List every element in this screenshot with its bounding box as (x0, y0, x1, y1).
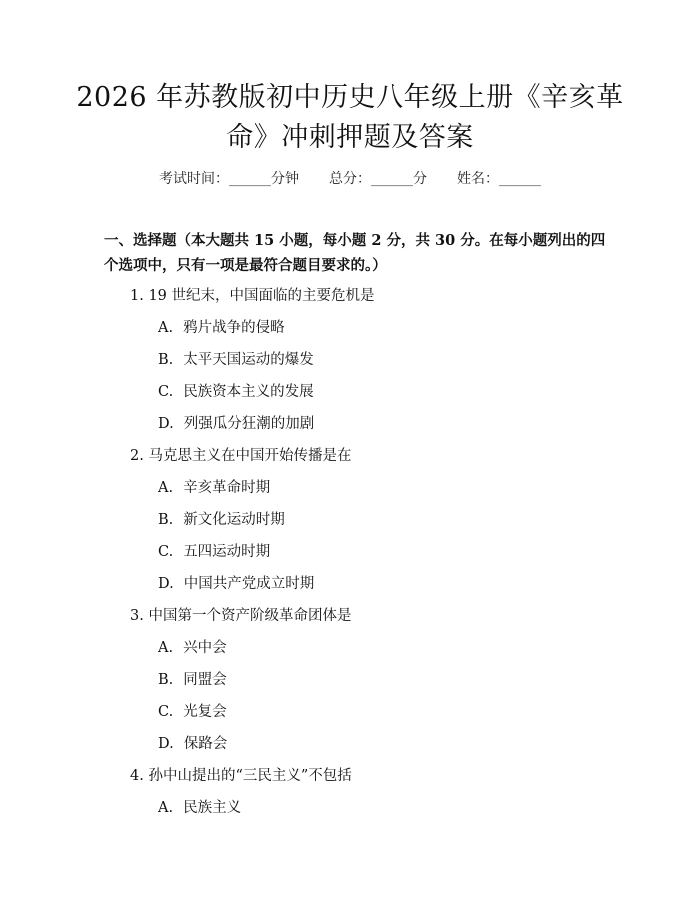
title-line-2: 命》冲刺押题及答案 (226, 122, 474, 153)
question-option (158, 540, 270, 561)
question-option (158, 700, 227, 721)
option-label: A. (158, 320, 174, 336)
question-option (158, 668, 227, 689)
question-option (158, 508, 285, 529)
option-label: B. (158, 672, 174, 688)
option-label: C. (158, 544, 174, 560)
question-stem: 2. 马克思主义在中国开始传播是在 (130, 448, 352, 464)
question-option (158, 316, 285, 337)
option-label: C. (158, 704, 174, 720)
question-stem: 3. 中国第一个资产阶级革命团体是 (130, 608, 352, 624)
option-text: 太平天国运动的爆发 (183, 352, 314, 368)
option-text: 辛亥革命时期 (183, 480, 271, 496)
option-text: 民族资本主义的发展 (183, 384, 314, 400)
option-text: 兴中会 (183, 640, 227, 656)
question-stem: 4. 孙中山提出的“三民主义”不包括 (130, 768, 352, 784)
option-label: B. (158, 512, 174, 528)
question-option (158, 380, 314, 401)
option-text: 中国共产党成立时期 (183, 576, 315, 592)
exam-name: 姓名：______ (457, 171, 541, 187)
question-option (158, 572, 314, 593)
option-text: 新文化运动时期 (183, 512, 285, 528)
option-label: C. (158, 384, 174, 400)
option-label: A. (158, 640, 174, 656)
option-label: A. (158, 800, 174, 816)
title-line-1: 2026 年苏教版初中历史八年级上册《辛亥革 (76, 82, 624, 113)
question-option (158, 636, 227, 657)
option-label: A. (158, 480, 174, 496)
option-text: 民族主义 (183, 800, 242, 816)
option-label: D. (158, 736, 174, 752)
option-text: 保路会 (183, 736, 228, 752)
option-label: D. (158, 576, 174, 592)
exam-time: 考试时间：______分钟 (159, 171, 299, 187)
exam-score: 总分：______分 (329, 171, 427, 187)
question-option (158, 796, 241, 817)
option-label: B. (158, 352, 174, 368)
section-heading: 一、选择题（本大题共 15 小题，每小题 2 分，共 30 分。在每小题列出的四个选项中，只有一项是最符合题目要求的。） (104, 232, 606, 274)
question-option (158, 476, 270, 497)
question-option (158, 348, 314, 369)
question-option (158, 412, 314, 433)
exam-meta (0, 168, 700, 188)
page-title (60, 78, 640, 158)
question-option (158, 732, 227, 753)
question-stem: 1. 19 世纪末，中国面临的主要危机是 (130, 288, 375, 304)
option-text: 鸦片战争的侵略 (183, 320, 285, 336)
option-label: D. (158, 416, 174, 432)
option-text: 同盟会 (183, 672, 227, 688)
option-text: 光复会 (183, 704, 227, 720)
option-text: 五四运动时期 (183, 544, 271, 560)
option-text: 列强瓜分狂潮的加剧 (183, 416, 315, 432)
